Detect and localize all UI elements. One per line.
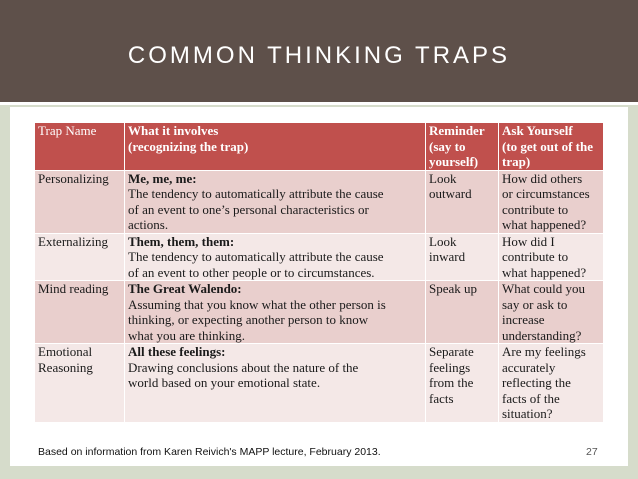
trap-name-cell: Mind reading [35,281,125,344]
reminder-cell: Look inward [426,233,499,281]
header-ask-yourself: Ask Yourself (to get out of the trap) [499,123,604,171]
header-reminder: Reminder (say to yourself) [426,123,499,171]
trap-name-cell: Externalizing [35,233,125,281]
involves-cell: All these feelings: Drawing conclusions about the nature of the world based on your emotional state. [125,344,426,423]
table-row [35,170,604,233]
involves-cell: The Great Walendo: Assuming that you know what the other person is thinking, or expecting another person to know what you are thinking. [125,281,426,344]
trap-name-cell: Emotional Reasoning [35,344,125,423]
ask-yourself-cell: What could you say or ask to increase understanding? [499,281,604,344]
table-row [35,233,604,281]
title-bar [0,0,638,102]
table-header-row [35,123,604,171]
trap-name-cell: Personalizing [35,170,125,233]
source-footnote: Based on information from Karen Reivich's MAPP lecture, February 2013. [38,446,381,458]
ask-yourself-cell: How did I contribute to what happened? [499,233,604,281]
reminder-cell: Look outward [426,170,499,233]
ask-yourself-cell: How did others or circumstances contribute to what happened? [499,170,604,233]
table-row [35,281,604,344]
thinking-traps-table [34,122,604,423]
ask-yourself-cell: Are my feelings accurately reflecting the facts of the situation? [499,344,604,423]
slide-title: COMMON THINKING TRAPS [127,42,511,69]
table-row [35,344,604,423]
page-number: 27 [586,446,598,458]
header-what-it-involves: What it involves (recognizing the trap) [125,123,426,171]
header-trap-name: Trap Name [35,123,125,171]
reminder-cell: Speak up [426,281,499,344]
involves-cell: Them, them, them: The tendency to automatically attribute the cause of an event to other people or to circumstances. [125,233,426,281]
reminder-cell: Separate feelings from the facts [426,344,499,423]
involves-cell: Me, me, me: The tendency to automatically attribute the cause of an event to one’s personal characteristics or actions. [125,170,426,233]
